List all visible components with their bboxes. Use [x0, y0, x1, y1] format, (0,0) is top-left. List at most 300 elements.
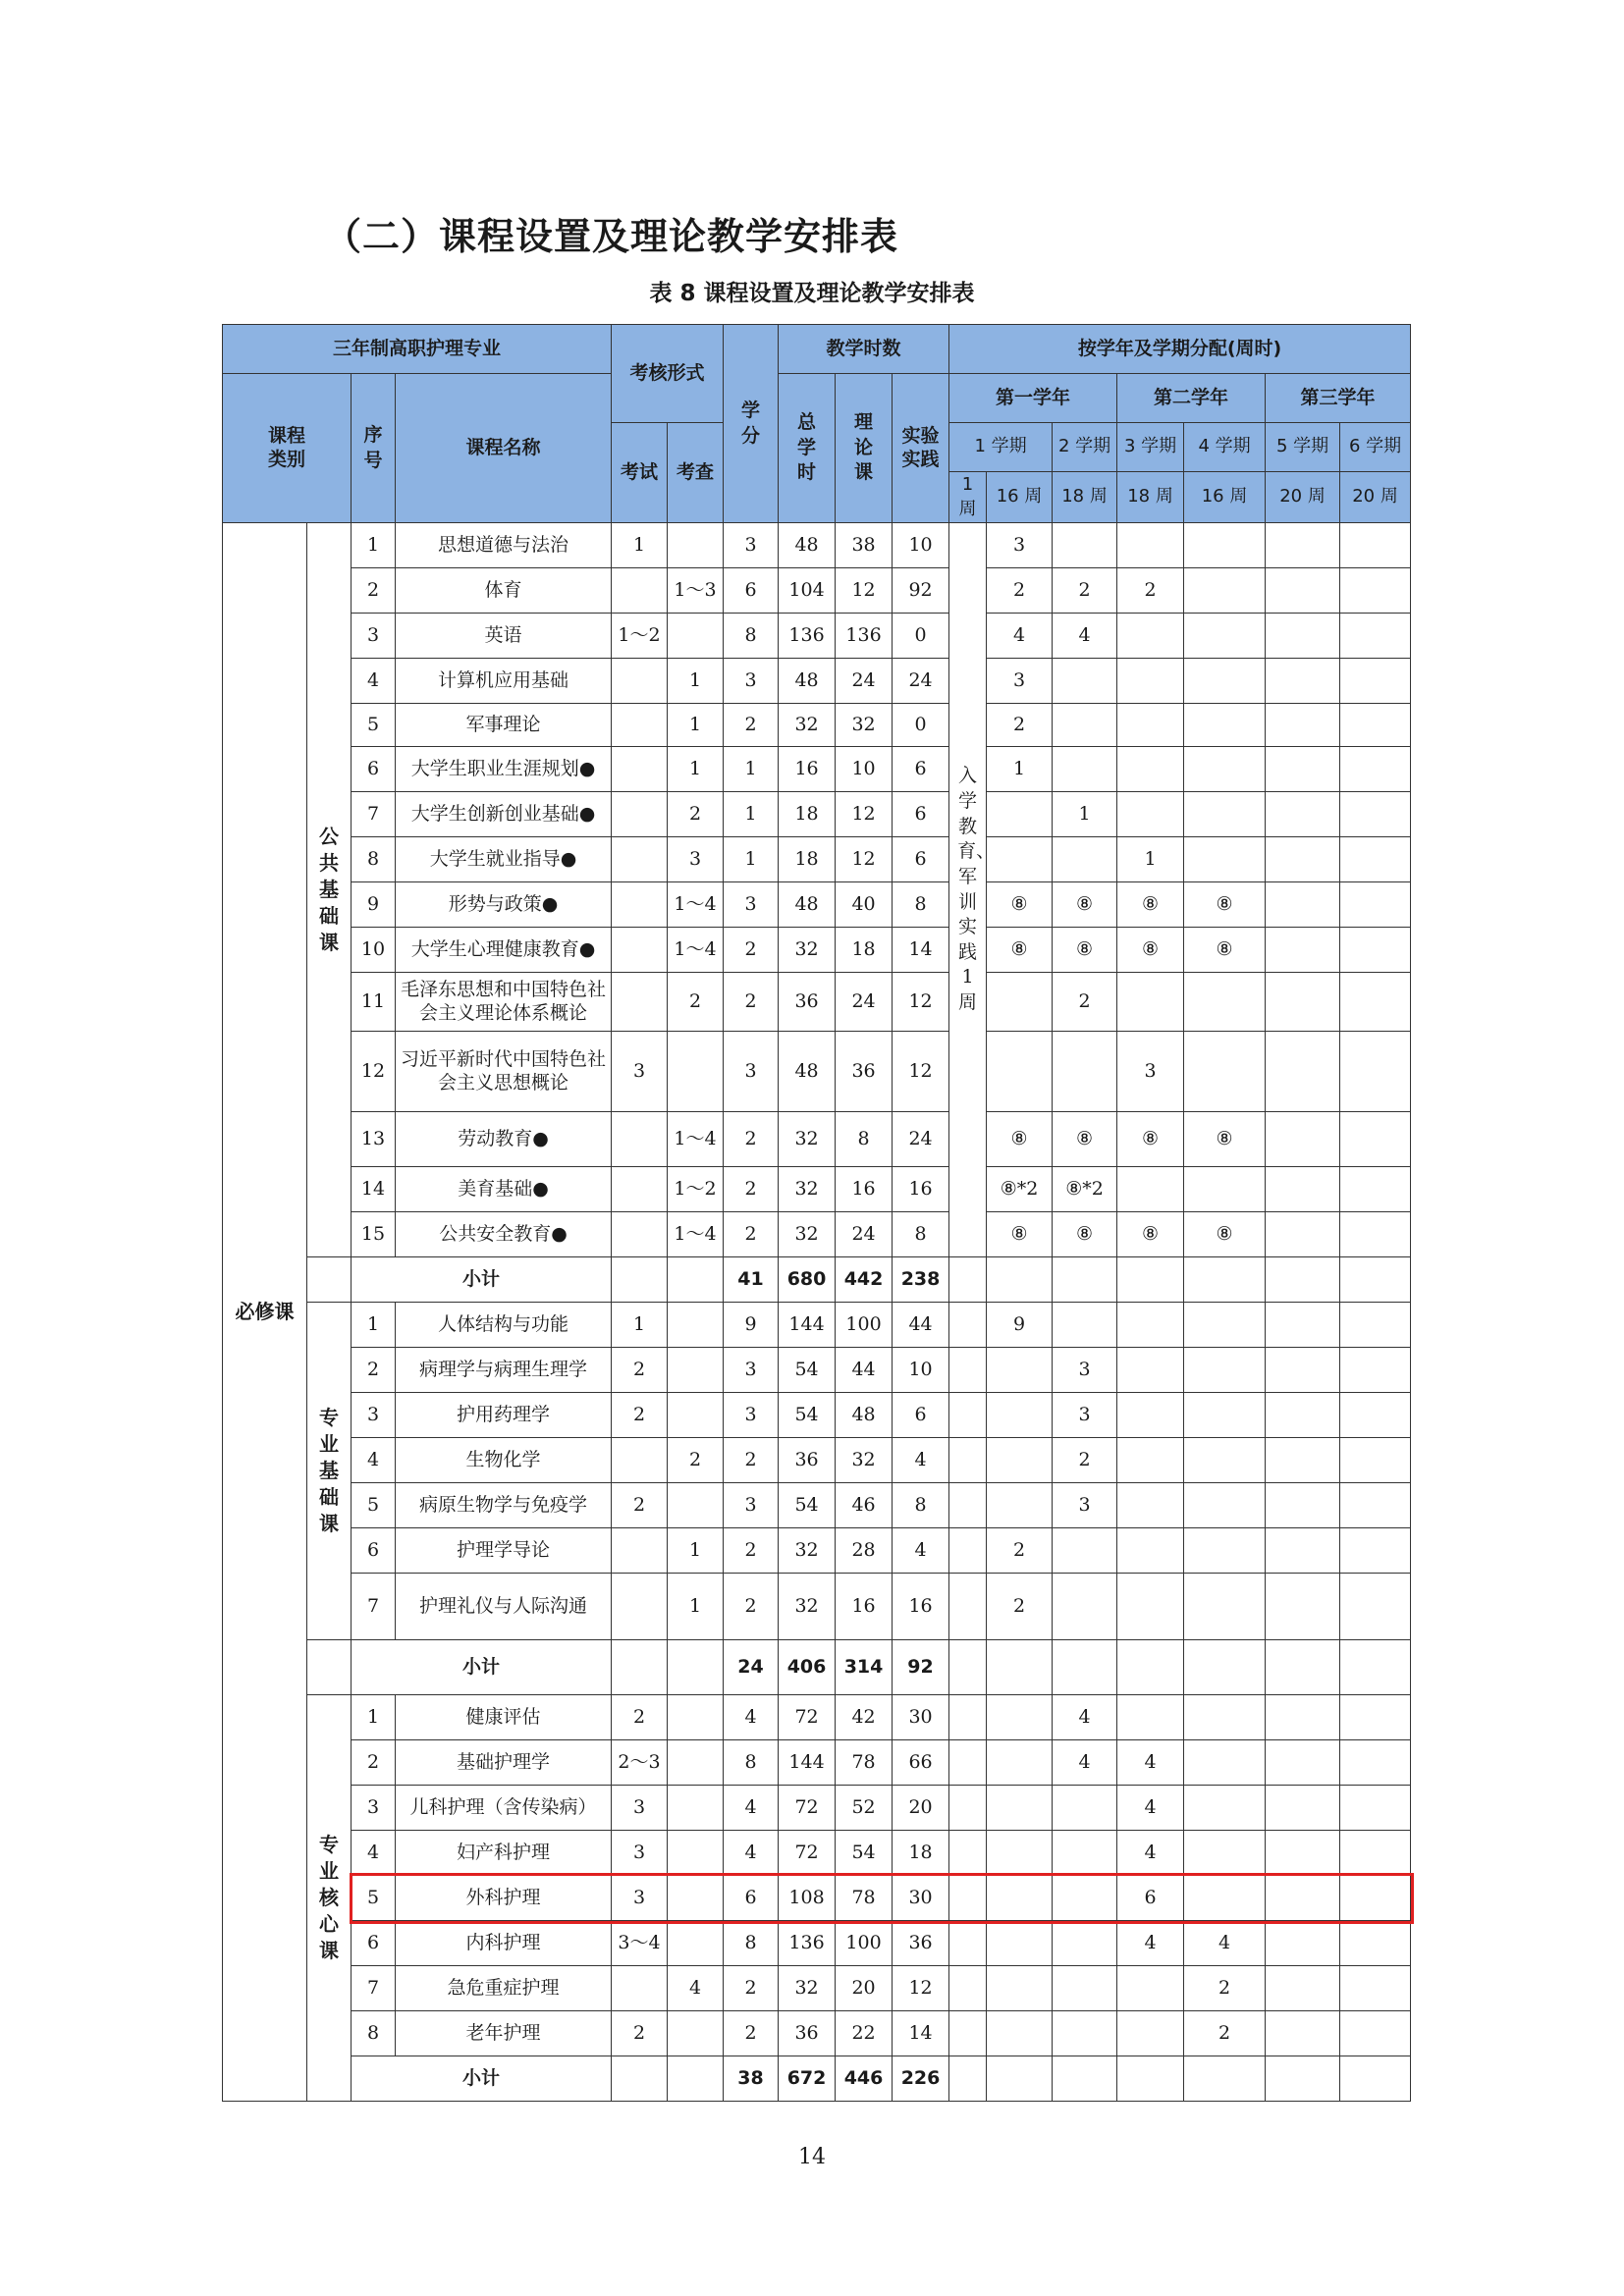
semester-2-header: 2 学期 — [1053, 423, 1117, 472]
practice-cell: 4 — [893, 1438, 949, 1483]
semester-1-cell: ⑧ — [987, 1212, 1053, 1257]
theory-cell: 48 — [836, 1393, 893, 1438]
week0-cell — [949, 1695, 987, 1740]
exam-cell — [612, 928, 668, 973]
semester-4-cell — [1184, 1740, 1266, 1786]
exam-cell — [612, 659, 668, 704]
theory-cell: 12 — [836, 837, 893, 882]
theory-cell: 78 — [836, 1740, 893, 1786]
semester-2-cell — [1053, 1921, 1117, 1966]
seq-cell: 11 — [352, 973, 396, 1032]
table-row — [223, 1348, 1411, 1393]
total-hours-cell: 32 — [779, 928, 836, 973]
course-name-header: 课程名称 — [396, 374, 612, 523]
credit-cell: 2 — [724, 1112, 779, 1167]
practice-cell: 4 — [893, 1528, 949, 1574]
semester-2-cell: ⑧ — [1053, 1112, 1117, 1167]
practice-cell: 8 — [893, 1212, 949, 1257]
check-cell: 1 — [668, 704, 724, 747]
seq-cell: 15 — [352, 1212, 396, 1257]
practice-cell: 12 — [893, 1032, 949, 1112]
table-row — [223, 1112, 1411, 1167]
check-cell — [668, 1032, 724, 1112]
semester-2-cell: 2 — [1053, 973, 1117, 1032]
semester-3-cell: 4 — [1117, 1831, 1184, 1876]
subtotal-theory-cell: 314 — [836, 1640, 893, 1695]
course-name-cell: 生物化学 — [396, 1438, 612, 1483]
semester-5-cell — [1266, 1786, 1340, 1831]
semester-6-cell — [1340, 928, 1411, 973]
practice-cell: 6 — [893, 837, 949, 882]
check-cell — [668, 1740, 724, 1786]
practice-cell: 8 — [893, 1483, 949, 1528]
total-hours-cell: 136 — [779, 614, 836, 659]
check-cell — [668, 1348, 724, 1393]
semester-2-cell: 3 — [1053, 1483, 1117, 1528]
subtotal-semester-blank — [1266, 1640, 1340, 1695]
subtotal-semester-blank — [1340, 1257, 1411, 1303]
theory-cell: 46 — [836, 1483, 893, 1528]
table-row — [223, 1393, 1411, 1438]
subtotal-semester-blank — [1266, 1257, 1340, 1303]
week-5-header: 20 周 — [1266, 472, 1340, 523]
exam-cell: 2 — [612, 1393, 668, 1438]
seq-cell: 1 — [352, 1695, 396, 1740]
year-3-header: 第三学年 — [1266, 374, 1411, 423]
semester-6-cell — [1340, 1438, 1411, 1483]
semester-2-cell — [1053, 704, 1117, 747]
semester-1-cell — [987, 1348, 1053, 1393]
seq-cell: 6 — [352, 747, 396, 792]
subtotal-credit-cell: 24 — [724, 1640, 779, 1695]
semester-6-cell — [1340, 1574, 1411, 1640]
check-cell — [668, 1786, 724, 1831]
week0-cell — [949, 1348, 987, 1393]
subtotal-semester-blank — [1053, 1257, 1117, 1303]
theory-cell: 42 — [836, 1695, 893, 1740]
total-hours-cell: 36 — [779, 1438, 836, 1483]
semester-3-cell — [1117, 659, 1184, 704]
course-name-cell: 大学生创新创业基础● — [396, 792, 612, 837]
subtotal-label-cell: 小计 — [352, 2056, 612, 2102]
table-row — [223, 1032, 1411, 1112]
semester-1-cell — [987, 792, 1053, 837]
semester-4-cell — [1184, 1438, 1266, 1483]
subtotal-semester-blank — [949, 1640, 987, 1695]
semester-3-cell: 2 — [1117, 568, 1184, 614]
credit-header: 学分 — [724, 325, 779, 523]
subtotal-credit-cell: 41 — [724, 1257, 779, 1303]
practice-cell: 0 — [893, 614, 949, 659]
semester-6-cell — [1340, 2011, 1411, 2056]
exam-cell — [612, 792, 668, 837]
theory-cell: 12 — [836, 568, 893, 614]
check-cell: 1～4 — [668, 928, 724, 973]
semester-5-cell — [1266, 1740, 1340, 1786]
semester-2-cell — [1053, 1528, 1117, 1574]
table-row — [223, 837, 1411, 882]
theory-cell: 24 — [836, 659, 893, 704]
theory-cell: 24 — [836, 973, 893, 1032]
seq-cell: 7 — [352, 792, 396, 837]
semester-3-cell — [1117, 2011, 1184, 2056]
semester-1-cell — [987, 2011, 1053, 2056]
semester-4-cell: ⑧ — [1184, 1212, 1266, 1257]
semester-5-header: 5 学期 — [1266, 423, 1340, 472]
course-name-cell: 老年护理 — [396, 2011, 612, 2056]
table-row — [223, 1167, 1411, 1212]
semester-4-cell — [1184, 568, 1266, 614]
seq-cell: 9 — [352, 882, 396, 928]
semester-6-cell — [1340, 1966, 1411, 2011]
subtotal-semester-blank — [949, 1257, 987, 1303]
semester-3-cell — [1117, 1966, 1184, 2011]
required-category-cell: 必修课 — [223, 523, 307, 2102]
total-hours-cell: 54 — [779, 1348, 836, 1393]
semester-5-cell — [1266, 1393, 1340, 1438]
course-name-cell: 形势与政策● — [396, 882, 612, 928]
exam-cell — [612, 882, 668, 928]
exam-cell: 1 — [612, 523, 668, 568]
check-cell — [668, 1483, 724, 1528]
semester-5-cell — [1266, 1167, 1340, 1212]
seq-cell: 5 — [352, 1876, 396, 1921]
course-name-cell: 病理学与病理生理学 — [396, 1348, 612, 1393]
subtotal-theory-cell: 446 — [836, 2056, 893, 2102]
week-2-header: 18 周 — [1053, 472, 1117, 523]
semester-3-cell: ⑧ — [1117, 928, 1184, 973]
semester-3-cell — [1117, 1303, 1184, 1348]
exam-cell: 2～3 — [612, 1740, 668, 1786]
credit-cell: 3 — [724, 1348, 779, 1393]
exam-cell — [612, 568, 668, 614]
check-cell — [668, 1921, 724, 1966]
credit-cell: 2 — [724, 1438, 779, 1483]
table-row — [223, 1528, 1411, 1574]
semester-3-cell — [1117, 704, 1184, 747]
check-cell: 3 — [668, 837, 724, 882]
check-cell — [668, 1393, 724, 1438]
exam-cell — [612, 1167, 668, 1212]
check-cell: 1～3 — [668, 568, 724, 614]
semester-5-cell — [1266, 1212, 1340, 1257]
semester-5-cell — [1266, 1966, 1340, 2011]
course-name-cell: 急危重症护理 — [396, 1966, 612, 2011]
week0-cell — [949, 1483, 987, 1528]
semester-1-cell: 2 — [987, 1574, 1053, 1640]
week-6-header: 20 周 — [1340, 472, 1411, 523]
seq-cell: 6 — [352, 1921, 396, 1966]
semester-6-cell — [1340, 1348, 1411, 1393]
total-hours-cell: 18 — [779, 837, 836, 882]
semester-3-cell: ⑧ — [1117, 882, 1184, 928]
seq-cell: 4 — [352, 1438, 396, 1483]
subtotal-credit-cell: 38 — [724, 2056, 779, 2102]
table-row — [223, 747, 1411, 792]
semester-2-cell: 3 — [1053, 1348, 1117, 1393]
semester-6-cell — [1340, 1167, 1411, 1212]
credit-cell: 2 — [724, 2011, 779, 2056]
week0-cell — [949, 1831, 987, 1876]
table-row — [223, 792, 1411, 837]
seq-cell: 3 — [352, 614, 396, 659]
seq-cell: 6 — [352, 1528, 396, 1574]
week-0-header: 1周 — [949, 472, 987, 523]
semester-5-cell — [1266, 1695, 1340, 1740]
practice-cell: 6 — [893, 1393, 949, 1438]
semester-4-cell — [1184, 1167, 1266, 1212]
semester-3-cell — [1117, 1695, 1184, 1740]
semester-5-cell — [1266, 837, 1340, 882]
practice-cell: 6 — [893, 747, 949, 792]
theory-header: 理论课 — [836, 374, 893, 523]
exam-cell: 2 — [612, 1695, 668, 1740]
semester-2-cell — [1053, 1966, 1117, 2011]
semester-1-cell — [987, 1966, 1053, 2011]
course-name-cell: 思想道德与法治 — [396, 523, 612, 568]
total-hours-cell: 18 — [779, 792, 836, 837]
semester-3-cell: 4 — [1117, 1921, 1184, 1966]
semester-1-cell: 2 — [987, 704, 1053, 747]
practice-cell: 0 — [893, 704, 949, 747]
semester-4-cell: ⑧ — [1184, 928, 1266, 973]
semester-6-cell — [1340, 1786, 1411, 1831]
subtotal-row — [223, 1640, 1411, 1695]
table-row — [223, 568, 1411, 614]
semester-3-cell: ⑧ — [1117, 1212, 1184, 1257]
semester-4-cell — [1184, 1786, 1266, 1831]
semester-1-cell — [987, 1786, 1053, 1831]
week-3-header: 18 周 — [1117, 472, 1184, 523]
semester-5-cell — [1266, 1348, 1340, 1393]
table-row — [223, 928, 1411, 973]
credit-cell: 1 — [724, 837, 779, 882]
credit-cell: 2 — [724, 1966, 779, 2011]
semester-2-cell: 4 — [1053, 614, 1117, 659]
course-name-cell: 公共安全教育● — [396, 1212, 612, 1257]
subtotal-semester-blank — [1117, 1257, 1184, 1303]
total-hours-cell: 144 — [779, 1303, 836, 1348]
total-hours-cell: 72 — [779, 1786, 836, 1831]
exam-cell — [612, 1112, 668, 1167]
semester-5-cell — [1266, 1303, 1340, 1348]
seq-cell: 3 — [352, 1786, 396, 1831]
theory-cell: 16 — [836, 1574, 893, 1640]
table-row — [223, 1831, 1411, 1876]
semester-4-cell — [1184, 1483, 1266, 1528]
seq-cell: 1 — [352, 1303, 396, 1348]
seq-header: 序号 — [352, 374, 396, 523]
semester-3-cell: ⑧ — [1117, 1112, 1184, 1167]
table-row — [223, 1740, 1411, 1786]
subtotal-semester-blank — [987, 2056, 1053, 2102]
exam-cell — [612, 973, 668, 1032]
subtotal-semester-blank — [1053, 2056, 1117, 2102]
credit-cell: 3 — [724, 1393, 779, 1438]
course-name-cell: 病原生物学与免疫学 — [396, 1483, 612, 1528]
semester-5-cell — [1266, 1112, 1340, 1167]
theory-cell: 54 — [836, 1831, 893, 1876]
semester-4-cell — [1184, 1574, 1266, 1640]
semester-6-cell — [1340, 1831, 1411, 1876]
semester-1-cell: 3 — [987, 523, 1053, 568]
semester-3-cell: 4 — [1117, 1786, 1184, 1831]
credit-cell: 3 — [724, 523, 779, 568]
check-cell — [668, 1876, 724, 1921]
semester-4-cell: 2 — [1184, 1966, 1266, 2011]
seq-cell: 2 — [352, 568, 396, 614]
seq-cell: 3 — [352, 1393, 396, 1438]
exam-cell: 1 — [612, 1303, 668, 1348]
week0-cell — [949, 1921, 987, 1966]
semester-4-cell — [1184, 1695, 1266, 1740]
subtotal-exam-blank — [612, 1257, 668, 1303]
seq-cell: 4 — [352, 1831, 396, 1876]
subtotal-semester-blank — [1266, 2056, 1340, 2102]
total-hours-cell: 32 — [779, 1966, 836, 2011]
subtotal-semester-blank — [949, 2056, 987, 2102]
semester-6-cell — [1340, 747, 1411, 792]
subtotal-label-cell: 小计 — [352, 1257, 612, 1303]
course-name-cell: 大学生心理健康教育● — [396, 928, 612, 973]
credit-cell: 1 — [724, 792, 779, 837]
total-hours-cell: 32 — [779, 1112, 836, 1167]
semester-5-cell — [1266, 1876, 1340, 1921]
semester-4-cell — [1184, 1831, 1266, 1876]
course-name-cell: 内科护理 — [396, 1921, 612, 1966]
semester-2-cell: ⑧ — [1053, 1212, 1117, 1257]
seq-cell: 12 — [352, 1032, 396, 1112]
check-cell: 1～4 — [668, 882, 724, 928]
seq-cell: 14 — [352, 1167, 396, 1212]
semester-6-cell — [1340, 1112, 1411, 1167]
course-name-cell: 健康评估 — [396, 1695, 612, 1740]
table-caption: 表 8 课程设置及理论教学安排表 — [649, 281, 975, 306]
semester-2-cell — [1053, 1032, 1117, 1112]
semester-4-cell — [1184, 1876, 1266, 1921]
semester-6-cell — [1340, 568, 1411, 614]
exam-cell: 2 — [612, 1348, 668, 1393]
exam-cell: 3 — [612, 1876, 668, 1921]
theory-cell: 24 — [836, 1212, 893, 1257]
total-hours-header: 总学时 — [779, 374, 836, 523]
credit-cell: 3 — [724, 1032, 779, 1112]
practice-cell: 24 — [893, 1112, 949, 1167]
seq-cell: 7 — [352, 1966, 396, 2011]
theory-cell: 38 — [836, 523, 893, 568]
subtotal-practice-cell: 92 — [893, 1640, 949, 1695]
seq-cell: 8 — [352, 837, 396, 882]
total-hours-cell: 48 — [779, 1032, 836, 1112]
practice-cell: 24 — [893, 659, 949, 704]
table-row — [223, 704, 1411, 747]
semester-6-cell — [1340, 1740, 1411, 1786]
program-header: 三年制高职护理专业 — [223, 325, 612, 374]
semester-4-cell — [1184, 1393, 1266, 1438]
year-1-header: 第一学年 — [949, 374, 1117, 423]
seq-cell: 1 — [352, 523, 396, 568]
semester-4-cell — [1184, 523, 1266, 568]
table-row — [223, 614, 1411, 659]
distribution-header: 按学年及学期分配(周时) — [949, 325, 1411, 374]
check-cell: 1 — [668, 747, 724, 792]
credit-cell: 6 — [724, 1876, 779, 1921]
subtotal-row — [223, 2056, 1411, 2102]
semester-2-cell: ⑧*2 — [1053, 1167, 1117, 1212]
semester-4-cell: ⑧ — [1184, 1112, 1266, 1167]
seq-cell: 5 — [352, 704, 396, 747]
table-row — [223, 659, 1411, 704]
semester-3-cell — [1117, 614, 1184, 659]
semester-1-cell: 2 — [987, 568, 1053, 614]
practice-cell: 30 — [893, 1695, 949, 1740]
semester-1-cell: 9 — [987, 1303, 1053, 1348]
semester-1-cell — [987, 837, 1053, 882]
semester-4-cell: 2 — [1184, 2011, 1266, 2056]
semester-1-cell — [987, 1740, 1053, 1786]
semester-5-cell — [1266, 523, 1340, 568]
total-hours-cell: 32 — [779, 1528, 836, 1574]
semester-1-cell: ⑧ — [987, 928, 1053, 973]
semester-4-cell — [1184, 973, 1266, 1032]
subtotal-semester-blank — [1184, 1257, 1266, 1303]
subtotal-practice-cell: 226 — [893, 2056, 949, 2102]
subtotal-label-cell: 小计 — [352, 1640, 612, 1695]
semester-3-cell — [1117, 1393, 1184, 1438]
semester-5-cell — [1266, 1483, 1340, 1528]
course-name-cell: 计算机应用基础 — [396, 659, 612, 704]
seq-cell: 10 — [352, 928, 396, 973]
subtotal-semester-blank — [1184, 1640, 1266, 1695]
theory-cell: 44 — [836, 1348, 893, 1393]
semester-4-cell: ⑧ — [1184, 882, 1266, 928]
check-cell — [668, 1831, 724, 1876]
table-row — [223, 523, 1411, 568]
semester-5-cell — [1266, 747, 1340, 792]
theory-cell: 136 — [836, 614, 893, 659]
semester-2-cell — [1053, 1831, 1117, 1876]
week-1-header: 16 周 — [987, 472, 1053, 523]
subtotal-check-blank — [668, 1257, 724, 1303]
semester-4-cell — [1184, 792, 1266, 837]
semester-1-cell — [987, 1921, 1053, 1966]
total-hours-cell: 54 — [779, 1483, 836, 1528]
total-hours-cell: 136 — [779, 1921, 836, 1966]
subtotal-row — [223, 1257, 1411, 1303]
check-cell — [668, 1695, 724, 1740]
theory-cell: 28 — [836, 1528, 893, 1574]
practice-cell: 10 — [893, 1348, 949, 1393]
practice-cell: 14 — [893, 2011, 949, 2056]
total-hours-cell: 16 — [779, 747, 836, 792]
seq-cell: 2 — [352, 1740, 396, 1786]
semester-6-cell — [1340, 1528, 1411, 1574]
course-name-cell: 外科护理 — [396, 1876, 612, 1921]
entrance-note-cell: 入学教育、军训实践1周 — [949, 523, 987, 1257]
semester-3-cell — [1117, 1483, 1184, 1528]
semester-6-cell — [1340, 1303, 1411, 1348]
semester-5-cell — [1266, 614, 1340, 659]
group-category-cell: 公共基础课 — [307, 523, 352, 1257]
week0-cell — [949, 1786, 987, 1831]
semester-6-cell — [1340, 1393, 1411, 1438]
semester-3-cell: 1 — [1117, 837, 1184, 882]
credit-cell: 8 — [724, 1921, 779, 1966]
credit-cell: 6 — [724, 568, 779, 614]
theory-cell: 16 — [836, 1167, 893, 1212]
practice-cell: 16 — [893, 1574, 949, 1640]
semester-1-cell — [987, 1483, 1053, 1528]
